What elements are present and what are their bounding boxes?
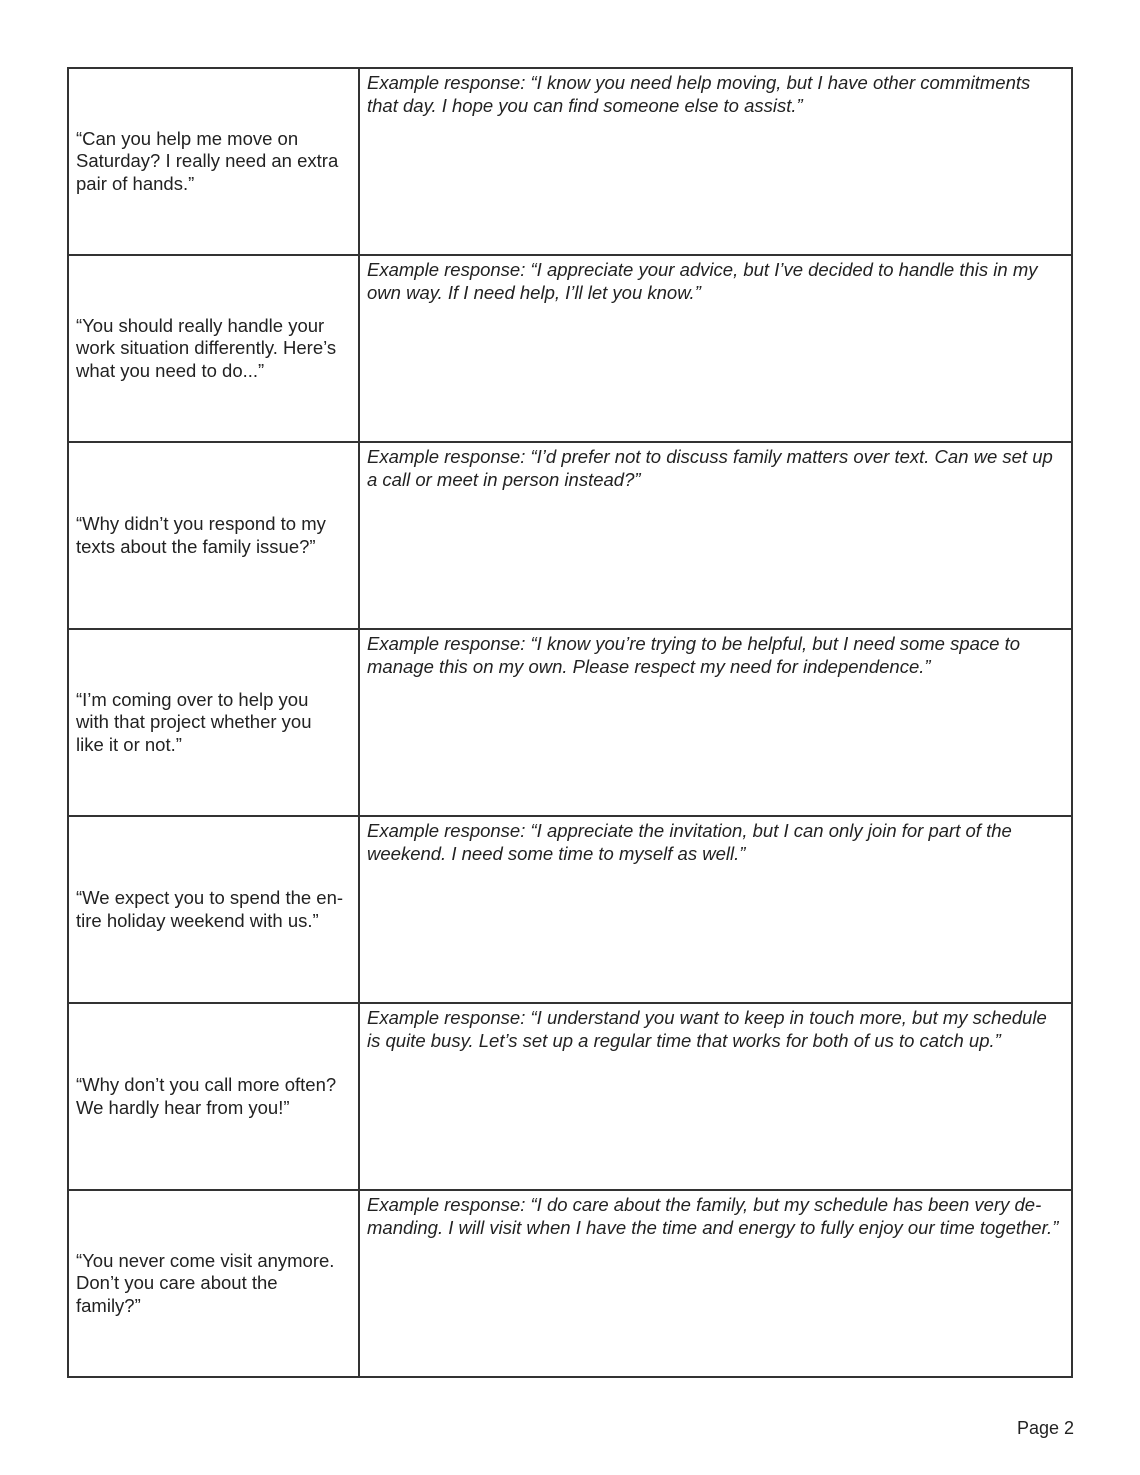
example-response-text: Example response: “I appreciate the invitation, but I can only join for part of the weekend. I need some time to myself as well.” xyxy=(367,820,1012,864)
response-cell xyxy=(359,1190,1072,1377)
table-row xyxy=(68,816,1072,1003)
prompt-text: “Why don’t you call more often? We hardly hear from you!” xyxy=(76,1074,337,1118)
table-row xyxy=(68,442,1072,629)
prompt-cell xyxy=(68,68,359,255)
example-response-text: Example response: “I’d prefer not to discuss family matters over text. Can we set up a call or meet in person instead?” xyxy=(367,446,1053,490)
example-response-text: Example response: “I understand you want to keep in touch more, but my schedule is quite busy. Let’s set up a regular time that works for both of us to catch up.” xyxy=(367,1007,1047,1051)
prompt-cell xyxy=(68,255,359,442)
table-row xyxy=(68,1003,1072,1190)
example-response-text: Example response: “I know you need help moving, but I have other commitments that day. I hope you can find someone else to assist.” xyxy=(367,72,1031,116)
prompt-text: “I’m coming over to help you with that project whether you like it or not.” xyxy=(76,688,312,755)
prompt-cell xyxy=(68,629,359,816)
prompt-cell xyxy=(68,1190,359,1377)
prompt-cell xyxy=(68,816,359,1003)
prompt-text: “We expect you to spend the en- tire holiday weekend with us.” xyxy=(76,887,344,931)
response-cell xyxy=(359,442,1072,629)
prompt-text: “Can you help me move on Saturday? I really need an extra pair of hands.” xyxy=(76,127,339,194)
table-row xyxy=(68,255,1072,442)
response-cell xyxy=(359,255,1072,442)
table-row xyxy=(68,629,1072,816)
prompt-cell xyxy=(68,1003,359,1190)
prompt-text: “You should really handle your work situation differently. Here’s what you need to do...” xyxy=(76,314,337,381)
prompt-text: “You never come visit anymore. Don’t you care about the family?” xyxy=(76,1249,335,1316)
response-cell xyxy=(359,629,1072,816)
table-row xyxy=(68,1190,1072,1377)
prompt-text: “Why didn’t you respond to my texts about the family issue?” xyxy=(76,513,326,557)
response-cell xyxy=(359,68,1072,255)
response-cell xyxy=(359,1003,1072,1190)
table-row xyxy=(68,68,1072,255)
example-response-text: Example response: “I know you’re trying to be helpful, but I need some space to manage this on my own. Please respect my need for independence.” xyxy=(367,633,1021,677)
prompt-cell xyxy=(68,442,359,629)
example-response-text: Example response: “I do care about the family, but my schedule has been very de-manding. I will visit when I have the time and energy to fully enjoy our time together.” xyxy=(367,1194,1059,1238)
example-response-text: Example response: “I appreciate your advice, but I’ve decided to handle this in my own way. If I need help, I’ll let you know.” xyxy=(367,259,1038,303)
response-cell xyxy=(359,816,1072,1003)
boundary-responses-table xyxy=(67,67,1073,1378)
page-number: Page 2 xyxy=(1016,1418,1074,1438)
